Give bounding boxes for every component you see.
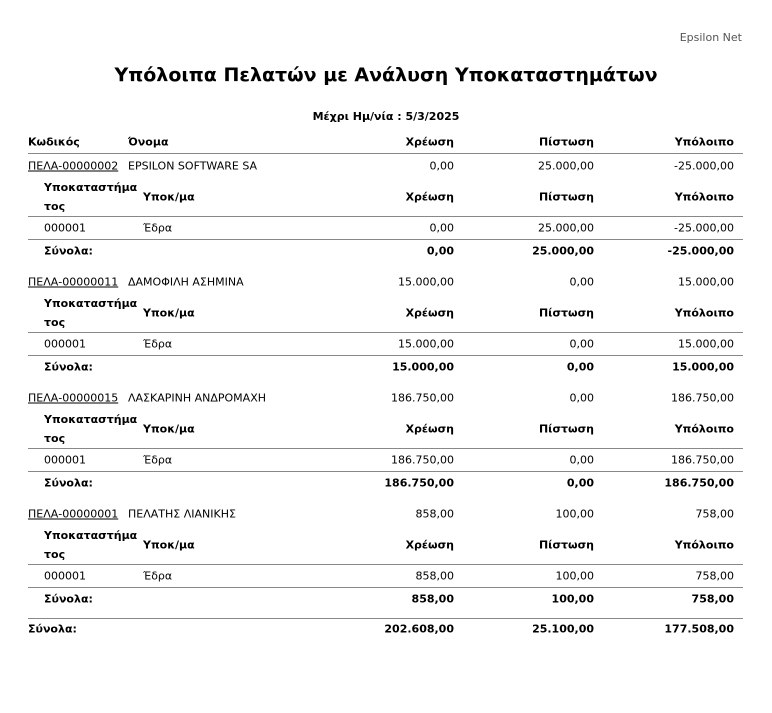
customer-charge: 858,00 bbox=[415, 507, 454, 521]
subtotal-row bbox=[28, 472, 743, 494]
branch-col-credit: Πίστωση bbox=[538, 190, 594, 204]
branch-code: 000001 bbox=[44, 221, 86, 235]
branch-col-name: Υποκ/μα bbox=[143, 190, 195, 204]
col-balance: Υπόλοιπο bbox=[674, 135, 734, 149]
branch-col-balance: Υπόλοιπο bbox=[674, 538, 734, 552]
branch-col-credit: Πίστωση bbox=[538, 306, 594, 320]
branch-col-balance: Υπόλοιπο bbox=[674, 306, 734, 320]
branch-col-code: Υποκαταστήματος bbox=[44, 413, 138, 445]
customer-group bbox=[28, 270, 743, 378]
branch-header bbox=[28, 526, 743, 565]
customer-code-link[interactable]: ΠΕΛΑ-00000011 bbox=[28, 275, 119, 289]
subtotal-balance: 186.750,00 bbox=[664, 476, 734, 490]
table-header bbox=[28, 131, 743, 154]
customer-balance: 758,00 bbox=[695, 507, 734, 521]
subtotal-balance: 758,00 bbox=[691, 592, 734, 606]
subtotal-row bbox=[28, 588, 743, 610]
branch-name: Έδρα bbox=[143, 569, 173, 583]
branch-credit: 100,00 bbox=[555, 569, 594, 583]
grand-total-charge: 202.608,00 bbox=[384, 622, 454, 636]
customer-credit: 0,00 bbox=[569, 391, 594, 405]
branch-row bbox=[28, 217, 743, 240]
customer-credit: 25.000,00 bbox=[538, 159, 594, 173]
customer-charge: 0,00 bbox=[429, 159, 454, 173]
branch-name: Έδρα bbox=[143, 453, 173, 467]
branch-col-credit: Πίστωση bbox=[538, 538, 594, 552]
subtotal-credit: 100,00 bbox=[551, 592, 594, 606]
branch-name: Έδρα bbox=[143, 221, 173, 235]
branch-balance: 758,00 bbox=[695, 569, 734, 583]
customer-name: EPSILON SOFTWARE SA bbox=[128, 159, 258, 173]
subtotal-charge: 858,00 bbox=[411, 592, 454, 606]
customer-row bbox=[28, 154, 743, 178]
subtotal-label: Σύνολα: bbox=[44, 592, 93, 606]
subtotal-label: Σύνολα: bbox=[44, 360, 93, 374]
customer-code-link[interactable]: ΠΕΛΑ-00000015 bbox=[28, 391, 119, 405]
branch-balance: 15.000,00 bbox=[678, 337, 734, 351]
customer-name: ΔΑΜΟΦΙΛΗ ΑΣΗΜΙΝΑ bbox=[128, 275, 244, 289]
subtotal-charge: 15.000,00 bbox=[392, 360, 454, 374]
brand-label: Epsilon Net bbox=[679, 31, 742, 44]
branch-col-charge: Χρέωση bbox=[405, 190, 454, 204]
report-table bbox=[28, 131, 743, 639]
col-name: Όνομα bbox=[128, 135, 169, 149]
customer-code-link[interactable]: ΠΕΛΑ-00000002 bbox=[28, 159, 119, 173]
branch-charge: 858,00 bbox=[415, 569, 454, 583]
branch-col-code: Υποκαταστήματος bbox=[44, 529, 138, 561]
branch-name: Έδρα bbox=[143, 337, 173, 351]
branch-charge: 186.750,00 bbox=[391, 453, 454, 467]
customer-group bbox=[28, 154, 743, 262]
branch-credit: 0,00 bbox=[569, 337, 594, 351]
subtotal-row bbox=[28, 356, 743, 378]
customer-charge: 15.000,00 bbox=[398, 275, 454, 289]
subtotal-balance: -25.000,00 bbox=[667, 244, 734, 258]
branch-charge: 15.000,00 bbox=[398, 337, 454, 351]
customer-balance: 186.750,00 bbox=[671, 391, 734, 405]
subtotal-credit: 0,00 bbox=[566, 476, 594, 490]
branch-code: 000001 bbox=[44, 569, 86, 583]
customer-row bbox=[28, 502, 743, 526]
subtotal-label: Σύνολα: bbox=[44, 476, 93, 490]
grand-total-row bbox=[28, 618, 743, 639]
customer-groups bbox=[28, 154, 743, 610]
subtotal-charge: 0,00 bbox=[426, 244, 454, 258]
subtotal-credit: 0,00 bbox=[566, 360, 594, 374]
customer-row bbox=[28, 386, 743, 410]
branch-code: 000001 bbox=[44, 337, 86, 351]
branch-col-balance: Υπόλοιπο bbox=[674, 422, 734, 436]
branch-row bbox=[28, 333, 743, 356]
branch-credit: 25.000,00 bbox=[538, 221, 594, 235]
subtotal-charge: 186.750,00 bbox=[384, 476, 454, 490]
customer-name: ΛΑΣΚΑΡΙΝΗ ΑΝΔΡΟΜΑΧΗ bbox=[128, 391, 267, 405]
customer-group bbox=[28, 386, 743, 494]
branch-col-code: Υποκαταστήματος bbox=[44, 297, 138, 329]
branch-balance: 186.750,00 bbox=[671, 453, 734, 467]
branch-header bbox=[28, 410, 743, 449]
branch-row bbox=[28, 565, 743, 588]
branch-code: 000001 bbox=[44, 453, 86, 467]
customer-charge: 186.750,00 bbox=[391, 391, 454, 405]
grand-total-label: Σύνολα: bbox=[28, 622, 77, 636]
branch-balance: -25.000,00 bbox=[674, 221, 734, 235]
customer-row bbox=[28, 270, 743, 294]
subtotal-balance: 15.000,00 bbox=[672, 360, 734, 374]
customer-credit: 0,00 bbox=[569, 275, 594, 289]
subtotal-label: Σύνολα: bbox=[44, 244, 93, 258]
customer-group bbox=[28, 502, 743, 610]
branch-col-name: Υποκ/μα bbox=[143, 306, 195, 320]
subtotal-row bbox=[28, 240, 743, 262]
grand-total-balance: 177.508,00 bbox=[664, 622, 734, 636]
report-date: Μέχρι Ημ/νία : 5/3/2025 bbox=[312, 110, 460, 123]
grand-total-credit: 25.100,00 bbox=[532, 622, 594, 636]
customer-credit: 100,00 bbox=[555, 507, 594, 521]
branch-col-name: Υποκ/μα bbox=[143, 422, 195, 436]
customer-code-link[interactable]: ΠΕΛΑ-00000001 bbox=[28, 507, 119, 521]
col-code: Κωδικός bbox=[28, 135, 80, 149]
branch-col-balance: Υπόλοιπο bbox=[674, 190, 734, 204]
branch-col-credit: Πίστωση bbox=[538, 422, 594, 436]
col-credit: Πίστωση bbox=[538, 135, 594, 149]
col-charge: Χρέωση bbox=[405, 135, 454, 149]
branch-header bbox=[28, 178, 743, 217]
customer-name: ΠΕΛΑΤΗΣ ΛΙΑΝΙΚΗΣ bbox=[128, 507, 236, 521]
branch-row bbox=[28, 449, 743, 472]
branch-header bbox=[28, 294, 743, 333]
customer-balance: -25.000,00 bbox=[674, 159, 734, 173]
branch-col-code: Υποκαταστήματος bbox=[44, 181, 138, 213]
branch-col-name: Υποκ/μα bbox=[143, 538, 195, 552]
branch-charge: 0,00 bbox=[429, 221, 454, 235]
branch-col-charge: Χρέωση bbox=[405, 422, 454, 436]
report-title: Υπόλοιπα Πελατών με Ανάλυση Υποκαταστημάτων bbox=[114, 64, 658, 86]
subtotal-credit: 25.000,00 bbox=[532, 244, 594, 258]
branch-col-charge: Χρέωση bbox=[405, 306, 454, 320]
branch-credit: 0,00 bbox=[569, 453, 594, 467]
branch-col-charge: Χρέωση bbox=[405, 538, 454, 552]
customer-balance: 15.000,00 bbox=[678, 275, 734, 289]
